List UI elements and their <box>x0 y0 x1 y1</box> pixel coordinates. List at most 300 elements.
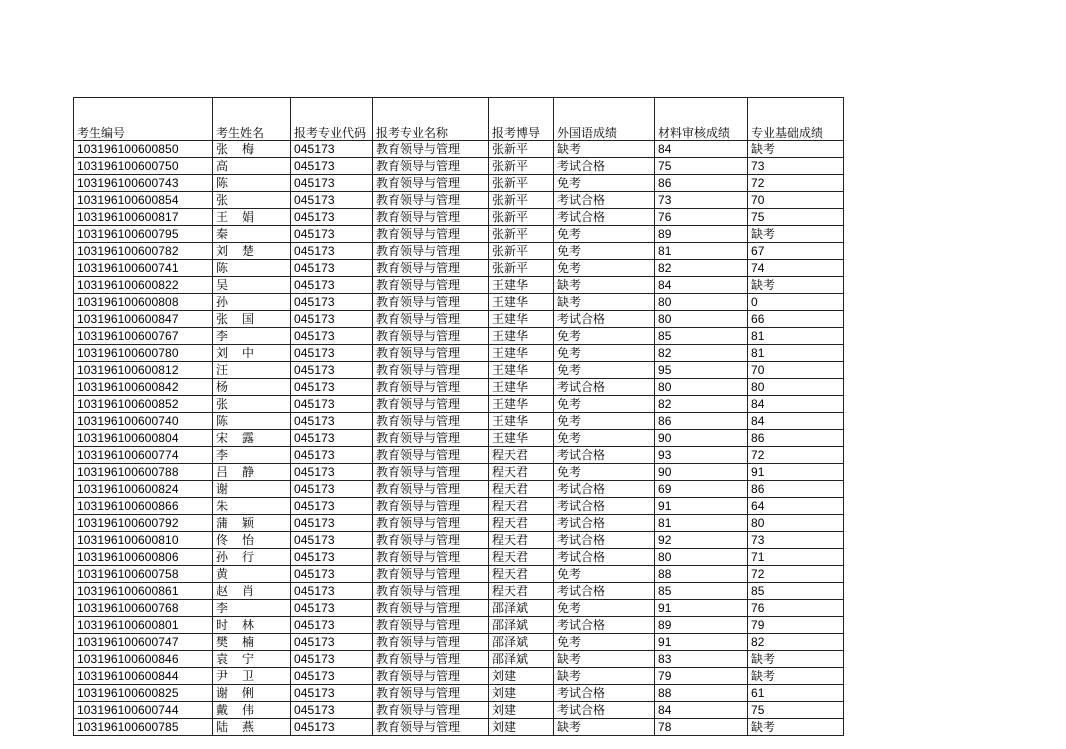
major-code-cell: 045173 <box>291 430 373 447</box>
materials-review-score-cell: 73 <box>655 192 748 209</box>
professional-basics-score-cell: 71 <box>748 549 844 566</box>
table-row <box>74 277 844 294</box>
candidate-name-cell: 陈 <box>213 413 291 430</box>
supervisor-cell: 张新平 <box>489 175 554 192</box>
supervisor-cell: 张新平 <box>489 226 554 243</box>
candidate-name-cell: 戴 伟 <box>213 702 291 719</box>
candidate-name-cell: 高 <box>213 158 291 175</box>
candidate-name-cell: 刘 中 <box>213 345 291 362</box>
materials-review-score-cell: 89 <box>655 617 748 634</box>
major-name-cell: 教育领导与管理 <box>373 328 489 345</box>
major-name-cell: 教育领导与管理 <box>373 702 489 719</box>
foreign-language-score-cell: 免考 <box>554 396 655 413</box>
professional-basics-score-cell: 80 <box>748 515 844 532</box>
candidate-name-cell: 张 梅 <box>213 141 291 158</box>
table-row <box>74 328 844 345</box>
foreign-language-score-cell: 免考 <box>554 600 655 617</box>
materials-review-score-cell: 76 <box>655 209 748 226</box>
foreign-language-score-cell: 免考 <box>554 260 655 277</box>
materials-review-score-cell: 81 <box>655 515 748 532</box>
major-name-cell: 教育领导与管理 <box>373 192 489 209</box>
table-row <box>74 379 844 396</box>
professional-basics-score-cell: 72 <box>748 175 844 192</box>
materials-review-score-cell: 95 <box>655 362 748 379</box>
supervisor-cell: 刘建 <box>489 685 554 702</box>
major-name-cell: 教育领导与管理 <box>373 651 489 668</box>
candidate-id-cell: 103196100600792 <box>74 515 213 532</box>
candidate-id-cell: 103196100600866 <box>74 498 213 515</box>
header-candidate-name: 考生姓名 <box>213 98 291 141</box>
foreign-language-score-cell: 考试合格 <box>554 447 655 464</box>
supervisor-cell: 王建华 <box>489 345 554 362</box>
foreign-language-score-cell: 缺考 <box>554 719 655 736</box>
professional-basics-score-cell: 80 <box>748 379 844 396</box>
candidate-id-cell: 103196100600861 <box>74 583 213 600</box>
major-code-cell: 045173 <box>291 515 373 532</box>
materials-review-score-cell: 78 <box>655 719 748 736</box>
foreign-language-score-cell: 考试合格 <box>554 702 655 719</box>
candidate-id-cell: 103196100600785 <box>74 719 213 736</box>
major-name-cell: 教育领导与管理 <box>373 413 489 430</box>
major-name-cell: 教育领导与管理 <box>373 685 489 702</box>
header-major-code: 报考专业代码 <box>291 98 373 141</box>
foreign-language-score-cell: 免考 <box>554 362 655 379</box>
major-name-cell: 教育领导与管理 <box>373 617 489 634</box>
major-name-cell: 教育领导与管理 <box>373 430 489 447</box>
major-code-cell: 045173 <box>291 702 373 719</box>
foreign-language-score-cell: 缺考 <box>554 141 655 158</box>
table-row <box>74 447 844 464</box>
major-name-cell: 教育领导与管理 <box>373 158 489 175</box>
materials-review-score-cell: 91 <box>655 634 748 651</box>
candidate-name-cell: 陆 燕 <box>213 719 291 736</box>
candidate-name-cell: 吕 静 <box>213 464 291 481</box>
professional-basics-score-cell: 75 <box>748 209 844 226</box>
professional-basics-score-cell: 61 <box>748 685 844 702</box>
supervisor-cell: 王建华 <box>489 379 554 396</box>
professional-basics-score-cell: 73 <box>748 532 844 549</box>
major-code-cell: 045173 <box>291 277 373 294</box>
supervisor-cell: 王建华 <box>489 311 554 328</box>
candidate-id-cell: 103196100600844 <box>74 668 213 685</box>
major-code-cell: 045173 <box>291 396 373 413</box>
foreign-language-score-cell: 免考 <box>554 328 655 345</box>
table-row <box>74 498 844 515</box>
materials-review-score-cell: 88 <box>655 685 748 702</box>
major-code-cell: 045173 <box>291 685 373 702</box>
candidate-id-cell: 103196100600768 <box>74 600 213 617</box>
materials-review-score-cell: 92 <box>655 532 748 549</box>
supervisor-cell: 程天君 <box>489 481 554 498</box>
candidate-id-cell: 103196100600852 <box>74 396 213 413</box>
table-row <box>74 226 844 243</box>
supervisor-cell: 张新平 <box>489 141 554 158</box>
candidate-id-cell: 103196100600810 <box>74 532 213 549</box>
foreign-language-score-cell: 免考 <box>554 566 655 583</box>
candidate-id-cell: 103196100600774 <box>74 447 213 464</box>
candidate-id-cell: 103196100600825 <box>74 685 213 702</box>
candidate-id-cell: 103196100600744 <box>74 702 213 719</box>
materials-review-score-cell: 84 <box>655 277 748 294</box>
candidate-name-cell: 蒲 颖 <box>213 515 291 532</box>
professional-basics-score-cell: 67 <box>748 243 844 260</box>
materials-review-score-cell: 90 <box>655 430 748 447</box>
materials-review-score-cell: 84 <box>655 141 748 158</box>
materials-review-score-cell: 91 <box>655 498 748 515</box>
major-name-cell: 教育领导与管理 <box>373 345 489 362</box>
table-row <box>74 668 844 685</box>
supervisor-cell: 程天君 <box>489 532 554 549</box>
candidate-name-cell: 尹 卫 <box>213 668 291 685</box>
major-code-cell: 045173 <box>291 158 373 175</box>
materials-review-score-cell: 69 <box>655 481 748 498</box>
candidate-id-cell: 103196100600808 <box>74 294 213 311</box>
header-candidate-id: 考生编号 <box>74 98 213 141</box>
candidate-id-cell: 103196100600740 <box>74 413 213 430</box>
major-name-cell: 教育领导与管理 <box>373 209 489 226</box>
supervisor-cell: 张新平 <box>489 192 554 209</box>
foreign-language-score-cell: 免考 <box>554 413 655 430</box>
candidate-id-cell: 103196100600795 <box>74 226 213 243</box>
major-code-cell: 045173 <box>291 498 373 515</box>
table-row <box>74 464 844 481</box>
supervisor-cell: 刘建 <box>489 702 554 719</box>
professional-basics-score-cell: 79 <box>748 617 844 634</box>
major-name-cell: 教育领导与管理 <box>373 464 489 481</box>
candidate-name-cell: 杨 <box>213 379 291 396</box>
supervisor-cell: 邵泽斌 <box>489 634 554 651</box>
table-row <box>74 430 844 447</box>
major-name-cell: 教育领导与管理 <box>373 277 489 294</box>
candidate-name-cell: 樊 楠 <box>213 634 291 651</box>
foreign-language-score-cell: 考试合格 <box>554 481 655 498</box>
major-name-cell: 教育领导与管理 <box>373 566 489 583</box>
materials-review-score-cell: 81 <box>655 243 748 260</box>
table-row <box>74 617 844 634</box>
major-code-cell: 045173 <box>291 226 373 243</box>
professional-basics-score-cell: 64 <box>748 498 844 515</box>
table-row <box>74 362 844 379</box>
professional-basics-score-cell: 91 <box>748 464 844 481</box>
foreign-language-score-cell: 考试合格 <box>554 549 655 566</box>
candidate-name-cell: 谢 <box>213 481 291 498</box>
major-code-cell: 045173 <box>291 583 373 600</box>
major-code-cell: 045173 <box>291 651 373 668</box>
candidate-name-cell: 刘 楚 <box>213 243 291 260</box>
supervisor-cell: 程天君 <box>489 515 554 532</box>
candidate-name-cell: 孙 行 <box>213 549 291 566</box>
foreign-language-score-cell: 考试合格 <box>554 617 655 634</box>
supervisor-cell: 刘建 <box>489 668 554 685</box>
candidate-id-cell: 103196100600854 <box>74 192 213 209</box>
professional-basics-score-cell: 缺考 <box>748 651 844 668</box>
professional-basics-score-cell: 缺考 <box>748 719 844 736</box>
candidate-name-cell: 张 国 <box>213 311 291 328</box>
major-code-cell: 045173 <box>291 481 373 498</box>
candidate-id-cell: 103196100600804 <box>74 430 213 447</box>
candidate-name-cell: 黄 <box>213 566 291 583</box>
major-code-cell: 045173 <box>291 532 373 549</box>
candidate-id-cell: 103196100600743 <box>74 175 213 192</box>
major-code-cell: 045173 <box>291 260 373 277</box>
professional-basics-score-cell: 72 <box>748 447 844 464</box>
candidate-name-cell: 朱 <box>213 498 291 515</box>
foreign-language-score-cell: 免考 <box>554 226 655 243</box>
table-row <box>74 260 844 277</box>
major-name-cell: 教育领导与管理 <box>373 379 489 396</box>
professional-basics-score-cell: 85 <box>748 583 844 600</box>
major-code-cell: 045173 <box>291 243 373 260</box>
candidate-id-cell: 103196100600817 <box>74 209 213 226</box>
supervisor-cell: 王建华 <box>489 294 554 311</box>
foreign-language-score-cell: 缺考 <box>554 668 655 685</box>
major-name-cell: 教育领导与管理 <box>373 243 489 260</box>
table-row <box>74 175 844 192</box>
foreign-language-score-cell: 考试合格 <box>554 192 655 209</box>
major-name-cell: 教育领导与管理 <box>373 226 489 243</box>
table-row <box>74 634 844 651</box>
candidate-name-cell: 张 <box>213 396 291 413</box>
candidate-name-cell: 王 娟 <box>213 209 291 226</box>
supervisor-cell: 程天君 <box>489 464 554 481</box>
table-row <box>74 719 844 736</box>
candidate-id-cell: 103196100600788 <box>74 464 213 481</box>
candidate-id-cell: 103196100600747 <box>74 634 213 651</box>
candidate-id-cell: 103196100600847 <box>74 311 213 328</box>
table-row <box>74 651 844 668</box>
foreign-language-score-cell: 免考 <box>554 464 655 481</box>
foreign-language-score-cell: 考试合格 <box>554 498 655 515</box>
foreign-language-score-cell: 免考 <box>554 430 655 447</box>
major-code-cell: 045173 <box>291 328 373 345</box>
professional-basics-score-cell: 70 <box>748 192 844 209</box>
foreign-language-score-cell: 免考 <box>554 634 655 651</box>
major-name-cell: 教育领导与管理 <box>373 294 489 311</box>
candidate-id-cell: 103196100600824 <box>74 481 213 498</box>
candidate-name-cell: 汪 <box>213 362 291 379</box>
supervisor-cell: 程天君 <box>489 583 554 600</box>
table-row <box>74 532 844 549</box>
candidate-name-cell: 陈 <box>213 175 291 192</box>
professional-basics-score-cell: 缺考 <box>748 141 844 158</box>
header-major-name: 报考专业名称 <box>373 98 489 141</box>
supervisor-cell: 王建华 <box>489 430 554 447</box>
header-foreign-language-score: 外国语成绩 <box>554 98 655 141</box>
professional-basics-score-cell: 0 <box>748 294 844 311</box>
materials-review-score-cell: 79 <box>655 668 748 685</box>
supervisor-cell: 程天君 <box>489 549 554 566</box>
candidate-name-cell: 赵 肖 <box>213 583 291 600</box>
professional-basics-score-cell: 84 <box>748 413 844 430</box>
professional-basics-score-cell: 70 <box>748 362 844 379</box>
foreign-language-score-cell: 考试合格 <box>554 515 655 532</box>
materials-review-score-cell: 93 <box>655 447 748 464</box>
major-code-cell: 045173 <box>291 566 373 583</box>
professional-basics-score-cell: 84 <box>748 396 844 413</box>
candidate-name-cell: 李 <box>213 600 291 617</box>
materials-review-score-cell: 82 <box>655 396 748 413</box>
candidate-id-cell: 103196100600782 <box>74 243 213 260</box>
materials-review-score-cell: 89 <box>655 226 748 243</box>
materials-review-score-cell: 80 <box>655 311 748 328</box>
supervisor-cell: 王建华 <box>489 396 554 413</box>
table-row <box>74 192 844 209</box>
table-row <box>74 158 844 175</box>
table-row <box>74 294 844 311</box>
major-name-cell: 教育领导与管理 <box>373 311 489 328</box>
materials-review-score-cell: 91 <box>655 600 748 617</box>
foreign-language-score-cell: 免考 <box>554 243 655 260</box>
professional-basics-score-cell: 81 <box>748 328 844 345</box>
major-code-cell: 045173 <box>291 141 373 158</box>
candidate-name-cell: 吴 <box>213 277 291 294</box>
supervisor-cell: 邵泽斌 <box>489 617 554 634</box>
major-name-cell: 教育领导与管理 <box>373 396 489 413</box>
major-name-cell: 教育领导与管理 <box>373 634 489 651</box>
header-materials-review-score: 材料审核成绩 <box>655 98 748 141</box>
foreign-language-score-cell: 考试合格 <box>554 379 655 396</box>
major-name-cell: 教育领导与管理 <box>373 719 489 736</box>
candidate-id-cell: 103196100600801 <box>74 617 213 634</box>
major-name-cell: 教育领导与管理 <box>373 600 489 617</box>
materials-review-score-cell: 88 <box>655 566 748 583</box>
table-row <box>74 481 844 498</box>
professional-basics-score-cell: 86 <box>748 481 844 498</box>
major-code-cell: 045173 <box>291 617 373 634</box>
candidate-name-cell: 秦 <box>213 226 291 243</box>
professional-basics-score-cell: 74 <box>748 260 844 277</box>
professional-basics-score-cell: 66 <box>748 311 844 328</box>
professional-basics-score-cell: 82 <box>748 634 844 651</box>
candidate-name-cell: 宋 露 <box>213 430 291 447</box>
table-row <box>74 600 844 617</box>
major-code-cell: 045173 <box>291 600 373 617</box>
major-code-cell: 045173 <box>291 311 373 328</box>
professional-basics-score-cell: 75 <box>748 702 844 719</box>
major-code-cell: 045173 <box>291 549 373 566</box>
foreign-language-score-cell: 免考 <box>554 175 655 192</box>
materials-review-score-cell: 83 <box>655 651 748 668</box>
candidate-id-cell: 103196100600812 <box>74 362 213 379</box>
major-code-cell: 045173 <box>291 294 373 311</box>
materials-review-score-cell: 82 <box>655 345 748 362</box>
supervisor-cell: 张新平 <box>489 158 554 175</box>
materials-review-score-cell: 86 <box>655 413 748 430</box>
major-code-cell: 045173 <box>291 464 373 481</box>
table-row <box>74 702 844 719</box>
materials-review-score-cell: 80 <box>655 549 748 566</box>
table-row <box>74 243 844 260</box>
major-name-cell: 教育领导与管理 <box>373 481 489 498</box>
header-professional-basics-score: 专业基础成绩 <box>748 98 844 141</box>
table-row <box>74 685 844 702</box>
foreign-language-score-cell: 考试合格 <box>554 311 655 328</box>
major-code-cell: 045173 <box>291 447 373 464</box>
major-code-cell: 045173 <box>291 192 373 209</box>
major-code-cell: 045173 <box>291 345 373 362</box>
supervisor-cell: 刘建 <box>489 719 554 736</box>
table-row <box>74 311 844 328</box>
supervisor-cell: 王建华 <box>489 413 554 430</box>
candidate-id-cell: 103196100600822 <box>74 277 213 294</box>
major-code-cell: 045173 <box>291 719 373 736</box>
major-name-cell: 教育领导与管理 <box>373 175 489 192</box>
supervisor-cell: 王建华 <box>489 362 554 379</box>
foreign-language-score-cell: 考试合格 <box>554 685 655 702</box>
professional-basics-score-cell: 72 <box>748 566 844 583</box>
foreign-language-score-cell: 免考 <box>554 345 655 362</box>
header-supervisor: 报考博导 <box>489 98 554 141</box>
foreign-language-score-cell: 缺考 <box>554 651 655 668</box>
professional-basics-score-cell: 76 <box>748 600 844 617</box>
table-row <box>74 566 844 583</box>
candidate-id-cell: 103196100600842 <box>74 379 213 396</box>
table-row <box>74 515 844 532</box>
major-name-cell: 教育领导与管理 <box>373 549 489 566</box>
materials-review-score-cell: 85 <box>655 583 748 600</box>
materials-review-score-cell: 85 <box>655 328 748 345</box>
professional-basics-score-cell: 缺考 <box>748 226 844 243</box>
foreign-language-score-cell: 考试合格 <box>554 209 655 226</box>
candidate-name-cell: 陈 <box>213 260 291 277</box>
materials-review-score-cell: 80 <box>655 379 748 396</box>
materials-review-score-cell: 75 <box>655 158 748 175</box>
major-code-cell: 045173 <box>291 668 373 685</box>
candidate-name-cell: 谢 俐 <box>213 685 291 702</box>
candidate-id-cell: 103196100600758 <box>74 566 213 583</box>
table-row <box>74 345 844 362</box>
supervisor-cell: 邵泽斌 <box>489 600 554 617</box>
major-name-cell: 教育领导与管理 <box>373 532 489 549</box>
table-row <box>74 396 844 413</box>
professional-basics-score-cell: 81 <box>748 345 844 362</box>
major-name-cell: 教育领导与管理 <box>373 515 489 532</box>
supervisor-cell: 程天君 <box>489 498 554 515</box>
candidate-id-cell: 103196100600780 <box>74 345 213 362</box>
candidate-name-cell: 佟 怡 <box>213 532 291 549</box>
supervisor-cell: 张新平 <box>489 243 554 260</box>
table-header-row <box>74 98 844 141</box>
candidate-id-cell: 103196100600767 <box>74 328 213 345</box>
materials-review-score-cell: 90 <box>655 464 748 481</box>
table-row <box>74 583 844 600</box>
materials-review-score-cell: 84 <box>655 702 748 719</box>
candidate-id-cell: 103196100600806 <box>74 549 213 566</box>
supervisor-cell: 程天君 <box>489 566 554 583</box>
major-code-cell: 045173 <box>291 209 373 226</box>
supervisor-cell: 张新平 <box>489 209 554 226</box>
candidate-id-cell: 103196100600846 <box>74 651 213 668</box>
supervisor-cell: 邵泽斌 <box>489 651 554 668</box>
candidate-name-cell: 时 林 <box>213 617 291 634</box>
major-name-cell: 教育领导与管理 <box>373 668 489 685</box>
candidate-id-cell: 103196100600741 <box>74 260 213 277</box>
professional-basics-score-cell: 73 <box>748 158 844 175</box>
supervisor-cell: 程天君 <box>489 447 554 464</box>
major-code-cell: 045173 <box>291 362 373 379</box>
candidate-name-cell: 李 <box>213 447 291 464</box>
table-row <box>74 141 844 158</box>
table-row <box>74 413 844 430</box>
major-name-cell: 教育领导与管理 <box>373 362 489 379</box>
major-code-cell: 045173 <box>291 413 373 430</box>
major-name-cell: 教育领导与管理 <box>373 498 489 515</box>
major-name-cell: 教育领导与管理 <box>373 583 489 600</box>
major-code-cell: 045173 <box>291 634 373 651</box>
candidate-name-cell: 张 <box>213 192 291 209</box>
foreign-language-score-cell: 考试合格 <box>554 158 655 175</box>
professional-basics-score-cell: 86 <box>748 430 844 447</box>
